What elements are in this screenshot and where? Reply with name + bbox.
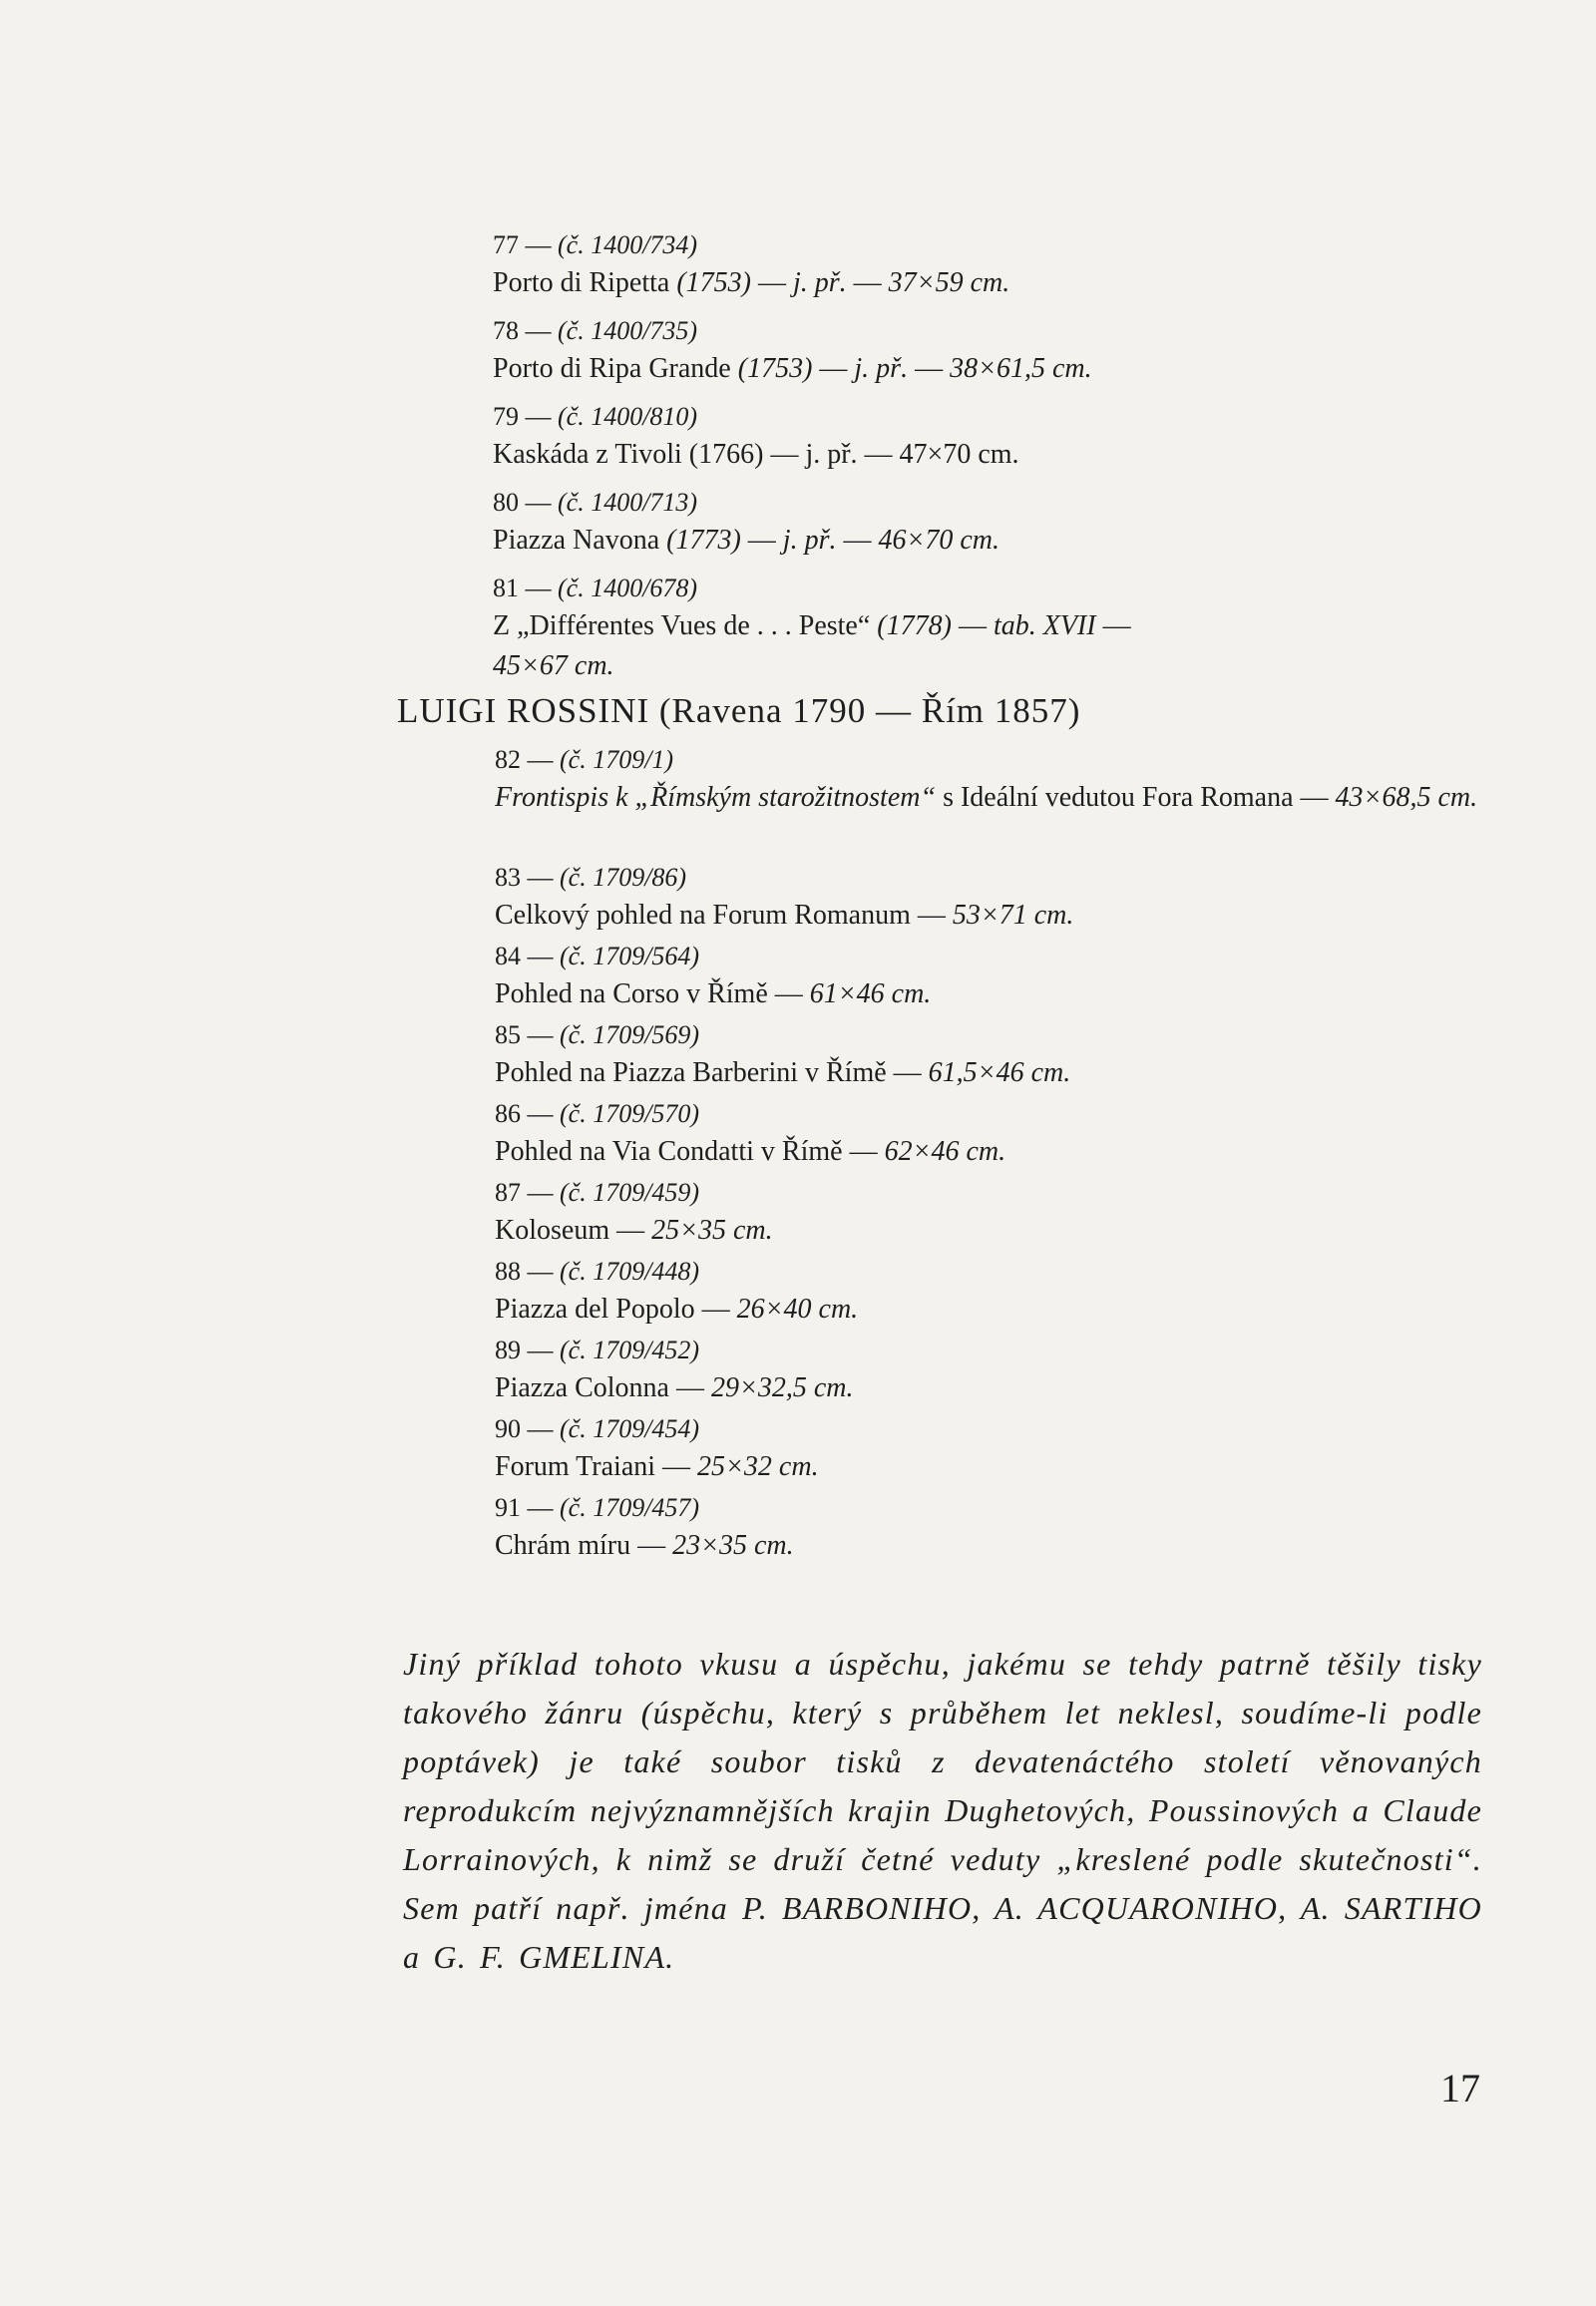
catalog-entry bbox=[493, 485, 1490, 571]
catalog-entry bbox=[495, 1254, 1502, 1333]
catalog-entries-part2 bbox=[495, 742, 1502, 1569]
entry-number-line: 81 — (č. 1400/678) bbox=[493, 574, 698, 602]
entry-description: Koloseum — 25×35 cm. bbox=[495, 1215, 773, 1246]
entry-description: Forum Traiani — 25×32 cm. bbox=[495, 1451, 819, 1482]
entry-description: Piazza Colonna — 29×32,5 cm. bbox=[495, 1372, 854, 1403]
entry-number-line: 80 — (č. 1400/713) bbox=[493, 488, 698, 517]
entry-number-line: 87 — (č. 1709/459) bbox=[495, 1178, 700, 1207]
catalog-entry bbox=[493, 313, 1490, 399]
entry-number-line: 79 — (č. 1400/810) bbox=[493, 402, 698, 431]
catalog-entry bbox=[495, 1333, 1502, 1411]
entry-description: Pohled na Via Condatti v Římě — 62×46 cm. bbox=[495, 1136, 1006, 1167]
catalog-entry bbox=[493, 227, 1490, 313]
entry-number-line: 86 — (č. 1709/570) bbox=[495, 1099, 700, 1128]
catalog-entry bbox=[495, 742, 1502, 860]
body-paragraph: Jiný příklad tohoto vkusu a úspěchu, jakému se tehdy patrně těšily tisky takového žánru (úspěchu, který s průběhem let neklesl, soudíme-li podle poptávek) je také soubor tisků z devatenáctého století věnovaných reprodukcím nejvýznamnějších krajin Dughetových, Poussinových a Claude Lorrainových, k nimž se druží četné veduty „kreslené podle skutečnosti“. Sem patří např. jména P. BARBONIHO, A. ACQUARONIHO, A. SARTIHO a G. F. GMELINA. bbox=[403, 1646, 1482, 1975]
entry-description: Porto di Ripa Grande (1753) — j. př. — 38×61,5 cm. bbox=[493, 353, 1092, 384]
entry-description: Pohled na Corso v Římě — 61×46 cm. bbox=[495, 978, 932, 1009]
catalog-entry bbox=[493, 399, 1490, 485]
page-number: 17 bbox=[1440, 2066, 1480, 2111]
entry-number-line: 85 — (č. 1709/569) bbox=[495, 1020, 700, 1049]
catalog-entry bbox=[493, 571, 1490, 686]
entry-description: Frontispis k „Římským starožitnostem“ s Ideální vedutou Fora Romana — 43×68,5 cm. bbox=[495, 782, 1478, 813]
catalog-entries-part1 bbox=[493, 227, 1490, 686]
entry-number-line: 84 — (č. 1709/564) bbox=[495, 942, 700, 970]
entry-description: Porto di Ripetta (1753) — j. př. — 37×59 cm. bbox=[493, 267, 1010, 298]
entry-number-line: 78 — (č. 1400/735) bbox=[493, 316, 698, 345]
catalog-entry bbox=[495, 1411, 1502, 1490]
catalog-entry bbox=[495, 1017, 1502, 1096]
entry-description: Pohled na Piazza Barberini v Římě — 61,5×46 cm. bbox=[495, 1057, 1071, 1088]
catalog-entry bbox=[495, 1175, 1502, 1254]
entry-description: Chrám míru — 23×35 cm. bbox=[495, 1530, 794, 1561]
entry-description: Kaskáda z Tivoli (1766) — j. př. — 47×70 cm. bbox=[493, 439, 1019, 470]
entry-number-line: 88 — (č. 1709/448) bbox=[495, 1257, 700, 1286]
entry-number-line: 77 — (č. 1400/734) bbox=[493, 230, 698, 259]
entry-description: Celkový pohled na Forum Romanum — 53×71 cm. bbox=[495, 900, 1074, 931]
entry-description: Z „Différentes Vues de . . . Peste“ (1778) — tab. XVII — 45×67 cm. bbox=[493, 610, 1131, 681]
entry-description: Piazza Navona (1773) — j. př. — 46×70 cm. bbox=[493, 525, 1000, 556]
catalog-entry bbox=[495, 939, 1502, 1017]
entry-number-line: 83 — (č. 1709/86) bbox=[495, 863, 687, 892]
entry-description: Piazza del Popolo — 26×40 cm. bbox=[495, 1294, 859, 1325]
entry-number-line: 90 — (č. 1709/454) bbox=[495, 1414, 700, 1443]
catalog-entry bbox=[495, 860, 1502, 939]
entry-number-line: 89 — (č. 1709/452) bbox=[495, 1336, 700, 1364]
catalog-entry bbox=[495, 1096, 1502, 1175]
catalog-entry bbox=[495, 1490, 1502, 1569]
entry-number-line: 82 — (č. 1709/1) bbox=[495, 745, 674, 774]
section-heading: LUIGI ROSSINI (Ravena 1790 — Řím 1857) bbox=[397, 691, 1081, 730]
entry-number-line: 91 — (č. 1709/457) bbox=[495, 1493, 700, 1522]
